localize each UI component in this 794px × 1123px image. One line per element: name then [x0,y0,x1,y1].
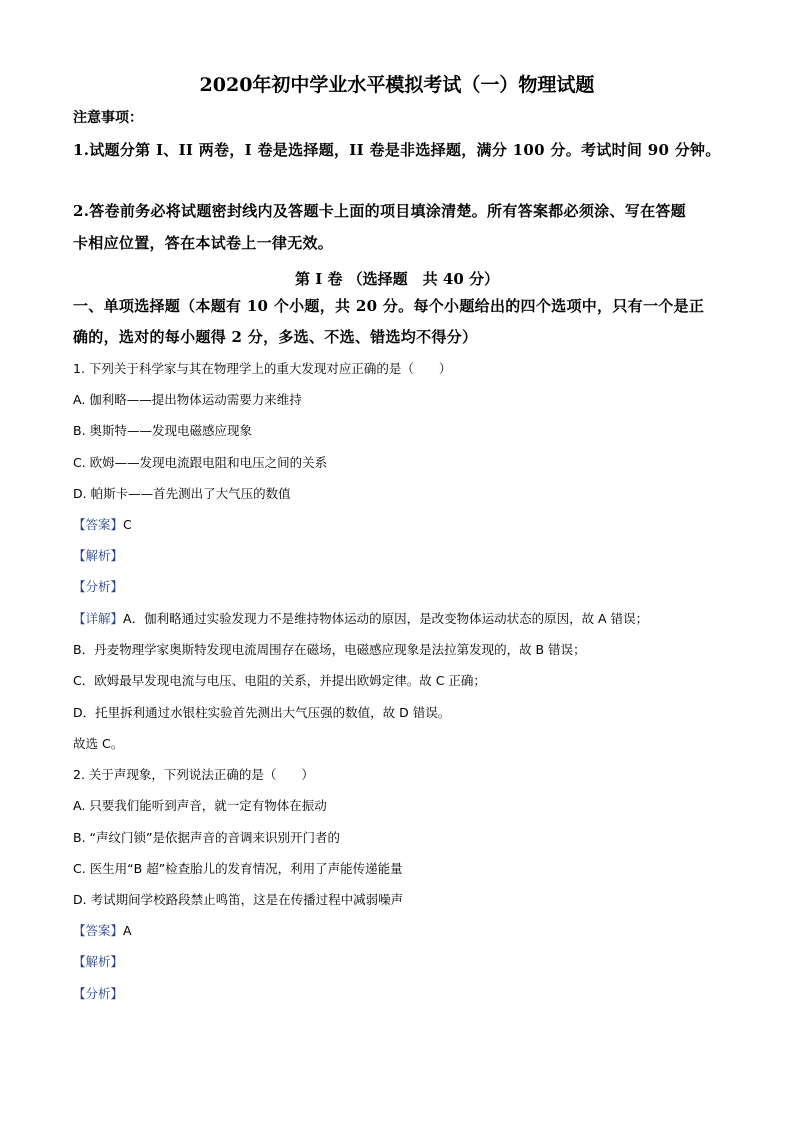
q2-answer [73,921,132,939]
q1-answer [73,515,132,533]
answer-value: C [123,517,132,532]
notice-item-2-line-2: 卡相应位置，答在本试卷上一律无效。 [73,234,334,252]
part-instructions-line-2: 确的，选对的每小题得 2 分，多选、不选、错选均不得分） [73,328,478,346]
notice-item-2-line-1: 2.答卷前务必将试题密封线内及答题卡上面的项目填涂清楚。所有答案都必须涂、写在答题 [73,202,686,220]
q2-option-c: C. 医生用“B 超”检查胎儿的发育情况，利用了声能传递能量 [73,861,403,876]
answer-tag: 【答案】 [73,923,124,938]
q2-option-d: D. 考试期间学校路段禁止鸣笛，这是在传播过程中减弱噪声 [73,892,404,907]
answer-value: A [123,923,132,938]
detail-text: A．伽利略通过实验发现力不是维持物体运动的原因，是改变物体运动状态的原因，故 A 错误； [123,611,649,626]
q1-detail [73,609,648,627]
q1-stem: 1. 下列关于科学家与其在物理学上的重大发现对应正确的是（ ） [73,361,452,376]
q1-option-a: A. 伽利略——提出物体运动需要力来维持 [73,392,302,407]
q1-explain-c: C．欧姆最早发现电流与电压、电阻的关系，并提出欧姆定律。故 C 正确； [73,673,486,688]
fenxi-tag: 【分析】 [73,986,124,1001]
q1-fenxi-tag [73,577,123,595]
part-instructions-line-1: 一、单项选择题（本题有 10 个小题，共 20 分。每个小题给出的四个选项中，只有一个是正 [73,297,705,315]
notice-item-1: 1.试题分第 I、II 两卷，I 卷是选择题，II 卷是非选择题，满分 100 分。考试时间 90 分钟。 [73,141,721,159]
jiexi-tag: 【解析】 [73,954,124,969]
q2-option-a: A. 只要我们能听到声音，就一定有物体在振动 [73,798,327,813]
q2-fenxi-tag [73,984,123,1002]
section-heading: 第 I 卷 （选择题 共 40 分） [294,270,499,288]
detail-tag: 【详解】 [73,611,124,626]
q1-option-c: C. 欧姆——发现电流跟电阻和电压之间的关系 [73,455,328,470]
q2-stem: 2. 关于声现象，下列说法正确的是（ ） [73,767,314,782]
q1-jiexi-tag [73,546,123,564]
fenxi-tag: 【分析】 [73,579,124,594]
q2-option-b: B. “声纹门锁”是依据声音的音调来识别开门者的 [73,830,340,845]
jiexi-tag: 【解析】 [73,548,124,563]
q2-jiexi-tag [73,952,123,970]
q1-option-d: D. 帕斯卡——首先测出了大气压的数值 [73,486,291,501]
answer-tag: 【答案】 [73,517,124,532]
q1-explain-d: D．托里拆利通过水银柱实验首先测出大气压强的数值，故 D 错误。 [73,705,451,720]
page-title: 2020年初中学业水平模拟考试（一）物理试题 [199,74,595,96]
q1-option-b: B. 奥斯特——发现电磁感应现象 [73,423,253,438]
q1-explain-b: B．丹麦物理学家奥斯特发现电流周围存在磁场，电磁感应现象是法拉第发现的，故 B 错误； [73,642,586,657]
q1-conclusion: 故选 C。 [73,736,124,751]
notice-heading: 注意事项： [73,110,143,126]
